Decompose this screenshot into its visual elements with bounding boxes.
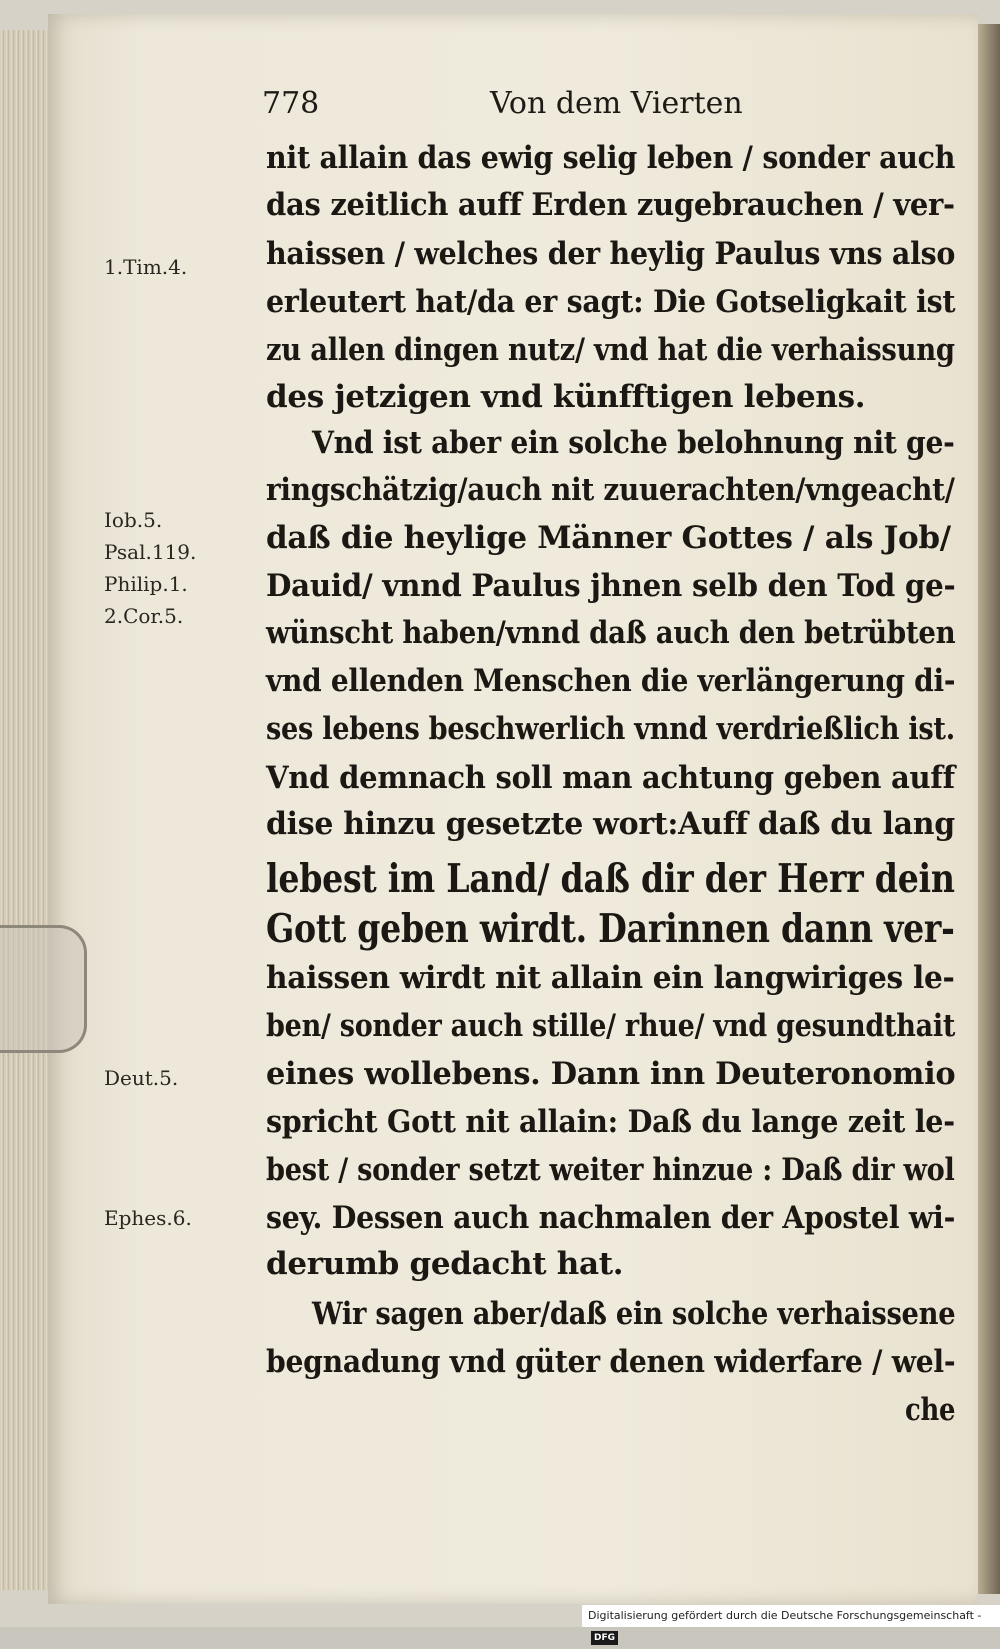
text-line: nit allain das ewig selig leben / sonder auch [266,140,956,176]
text-line: dise hinzu gesetzte wort:Auff daß du lang [266,806,955,842]
text-line: Dauid/ vnnd Paulus jhnen selb den Tod ge- [266,568,956,604]
margin-note: Ephes.6. [104,1206,192,1230]
book-page-edges [0,30,49,1590]
text-line: Vnd ist aber ein solche belohnung nit ge- [312,425,955,461]
text-line: des jetzigen vnd künfftigen lebens. [266,379,866,415]
text-line: Vnd demnach soll man achtung geben auff [266,760,955,796]
page-number: 778 [262,86,320,121]
text-line: erleutert hat/da er sagt: Die Gotseligkait ist [266,284,956,320]
text-line: ses lebens beschwerlich vnnd verdrießlich ist. [266,711,955,747]
book-right-edge [978,24,1000,1594]
text-line: das zeitlich auff Erden zugebrauchen / ver- [266,187,955,223]
text-line: lebest im Land/ daß dir der Herr dein [266,856,955,902]
book-clip [0,925,87,1053]
page-header [262,86,782,126]
text-line: Gott geben wirdt. Darinnen dann ver- [266,906,955,952]
text-line: Wir sagen aber/daß ein solche verhaissene [312,1296,956,1332]
margin-note: Psal.119. [104,540,197,564]
margin-note: Deut.5. [104,1066,179,1090]
text-line: spricht Gott nit allain: Daß du lange zeit le- [266,1104,955,1140]
text-line: eines wollebens. Dann inn Deuteronomio [266,1056,956,1092]
text-line: begnadung vnd güter denen widerfare / wel- [266,1344,956,1380]
text-line: wünscht haben/vnnd daß auch den betrübten [266,615,956,651]
text-line: ben/ sonder auch stille/ rhue/ vnd gesundthait [266,1008,956,1044]
footer-text: Digitalisierung gefördert durch die Deutsche Forschungsgemeinschaft - [588,1609,982,1622]
text-line: derumb gedacht hat. [266,1246,624,1282]
digitization-footer [582,1605,1000,1643]
text-line: best / sonder setzt weiter hinzue : Daß dir wol [266,1152,955,1188]
text-line: vnd ellenden Menschen die verlängerung di- [266,663,956,699]
text-line: haissen wirdt nit allain ein langwiriges le- [266,960,955,996]
text-line: che [905,1392,956,1428]
text-line: zu allen dingen nutz/ vnd hat die verhaissung [266,332,955,368]
running-head: Von dem Vierten [490,86,743,121]
margin-note: Philip.1. [104,572,188,596]
margin-note: 1.Tim.4. [104,255,188,279]
margin-note: Iob.5. [104,508,163,532]
dfg-logo: DFG [591,1631,618,1645]
margin-note: 2.Cor.5. [104,604,184,628]
text-line: sey. Dessen auch nachmalen der Apostel wi- [266,1200,956,1236]
text-line: daß die heylige Männer Gottes / als Job/ [266,520,951,556]
text-line: haissen / welches der heylig Paulus vns also [266,236,956,272]
text-line: ringschätzig/auch nit zuuerachten/vngeacht/ [266,472,955,508]
